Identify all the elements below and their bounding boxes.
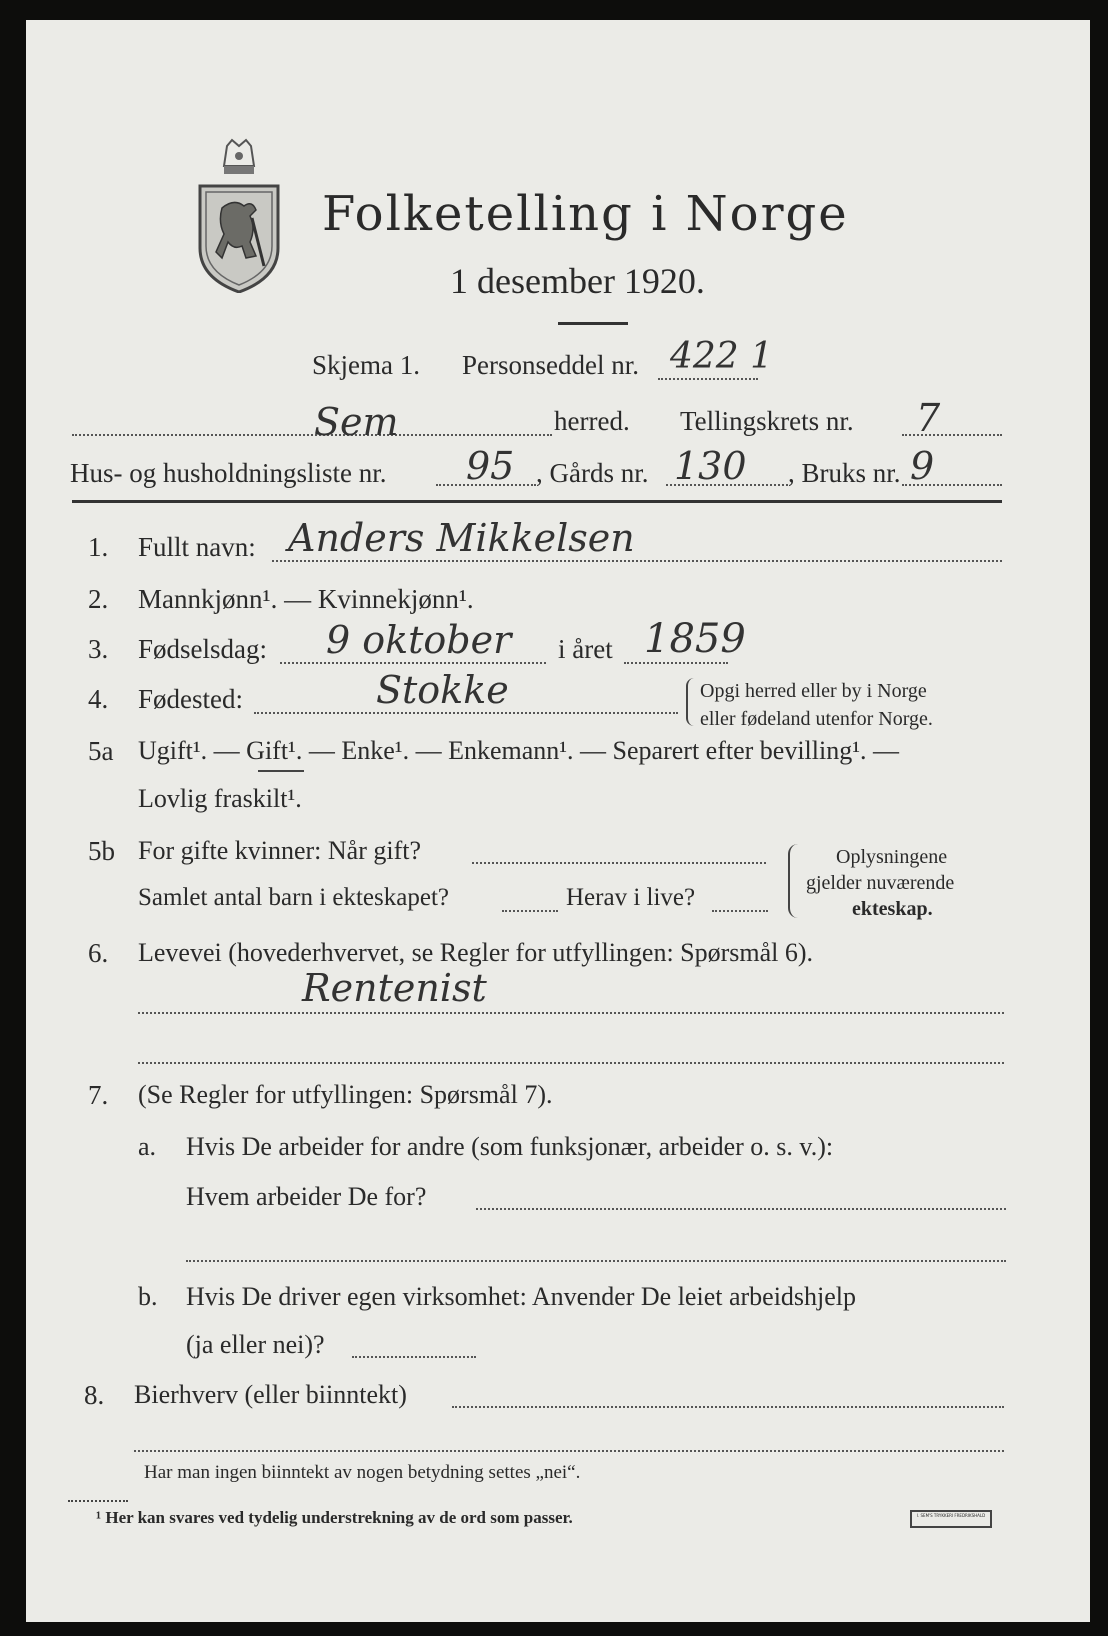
tellingskrets-value: 7: [916, 396, 941, 440]
birthday-value: 9 oktober: [326, 618, 512, 662]
title-divider: [558, 322, 628, 325]
q4-note-line2: eller fødeland utenfor Norge.: [700, 708, 933, 730]
q4-note-line1: Opgi herred eller by i Norge: [700, 680, 927, 702]
q7-number: 7.: [88, 1080, 109, 1110]
q7b-letter: b.: [138, 1282, 158, 1311]
q4-brace: [686, 678, 694, 726]
birthplace-value: Stokke: [376, 668, 509, 712]
q5b-number: 5b: [88, 836, 115, 866]
q5b-children-label: Samlet antal barn i ekteskapet?: [138, 884, 449, 911]
bruks-value: 9: [910, 444, 935, 488]
q7a-letter: a.: [138, 1132, 157, 1161]
herred-label: herred.: [554, 406, 630, 436]
q5a-number: 5a: [88, 736, 114, 766]
q4-number: 4.: [88, 684, 109, 714]
marital-status-options: Ugift¹. — Gift¹. — Enke¹. — Enkemann¹. — Separert efter bevilling¹. —: [138, 736, 900, 765]
gards-value: 130: [674, 444, 747, 488]
q5b-brace: [788, 844, 798, 918]
q1-number: 1.: [88, 532, 109, 562]
q7b-line1: Hvis De driver egen virksomhet: Anvender De leiet arbeidshjelp: [186, 1282, 857, 1311]
form-title: Folketelling i Norge: [322, 186, 849, 242]
q3-number: 3.: [88, 634, 109, 664]
schema-label: Skjema 1.: [312, 350, 420, 380]
header-divider: [72, 500, 1002, 503]
q8-note: Har man ingen biinntekt av nogen betydning settes „nei“.: [144, 1462, 581, 1483]
gift-underline: [258, 770, 304, 772]
q3-label: Fødselsdag:: [138, 634, 268, 664]
q5b-label: For gifte kvinner: Når gift?: [138, 836, 422, 865]
personseddel-value: 422 1: [670, 336, 774, 377]
norway-coat-of-arms-icon: [194, 138, 284, 293]
q2-number: 2.: [88, 584, 109, 614]
q5b-alive-label: Herav i live?: [566, 884, 696, 911]
bruks-label: , Bruks nr.: [788, 458, 901, 488]
q5b-note-line2: gjelder nuværende: [806, 872, 955, 894]
husholdning-label: Hus- og husholdningsliste nr.: [70, 458, 387, 488]
q6-number: 6.: [88, 938, 109, 968]
occupation-value: Rentenist: [302, 966, 487, 1010]
q7b-line2: (ja eller nei)?: [186, 1330, 325, 1359]
full-name-value: Anders Mikkelsen: [288, 516, 635, 560]
husholdning-value: 95: [466, 444, 515, 488]
q7a-line2: Hvem arbeider De for?: [186, 1182, 427, 1211]
herred-value: Sem: [314, 400, 399, 444]
birth-year-value: 1859: [644, 616, 746, 662]
form-date: 1 desember 1920.: [450, 261, 705, 301]
q5b-note-line1: Oplysningene: [836, 846, 948, 868]
gender-options: Mannkjønn¹. — Kvinnekjønn¹.: [138, 584, 474, 614]
printer-stamp: I. SEM'S TRYKKERI FREDRIKSHALD: [910, 1510, 992, 1528]
footnote-rule: [68, 1500, 128, 1502]
footnote: ¹ Her kan svares ved tydelig understrekning av de ord som passer.: [96, 1508, 573, 1527]
census-form: [26, 20, 1090, 1622]
q7-label: (Se Regler for utfyllingen: Spørsmål 7).: [138, 1080, 553, 1109]
year-label: i året: [558, 634, 613, 664]
gards-label: , Gårds nr.: [536, 458, 649, 488]
marital-status-line2: Lovlig fraskilt¹.: [138, 784, 302, 813]
q1-label: Fullt navn:: [138, 532, 256, 562]
q8-label: Bierhverv (eller biinntekt): [134, 1380, 407, 1409]
tellingskrets-label: Tellingskrets nr.: [680, 406, 854, 436]
q8-number: 8.: [84, 1380, 105, 1410]
q6-label: Levevei (hovederhvervet, se Regler for utfyllingen: Spørsmål 6).: [138, 938, 814, 967]
q4-label: Fødested:: [138, 684, 243, 714]
personseddel-label: Personseddel nr.: [462, 350, 639, 380]
q5b-note-line3: ekteskap.: [852, 898, 933, 920]
q7a-line1: Hvis De arbeider for andre (som funksjonær, arbeider o. s. v.):: [186, 1132, 834, 1161]
